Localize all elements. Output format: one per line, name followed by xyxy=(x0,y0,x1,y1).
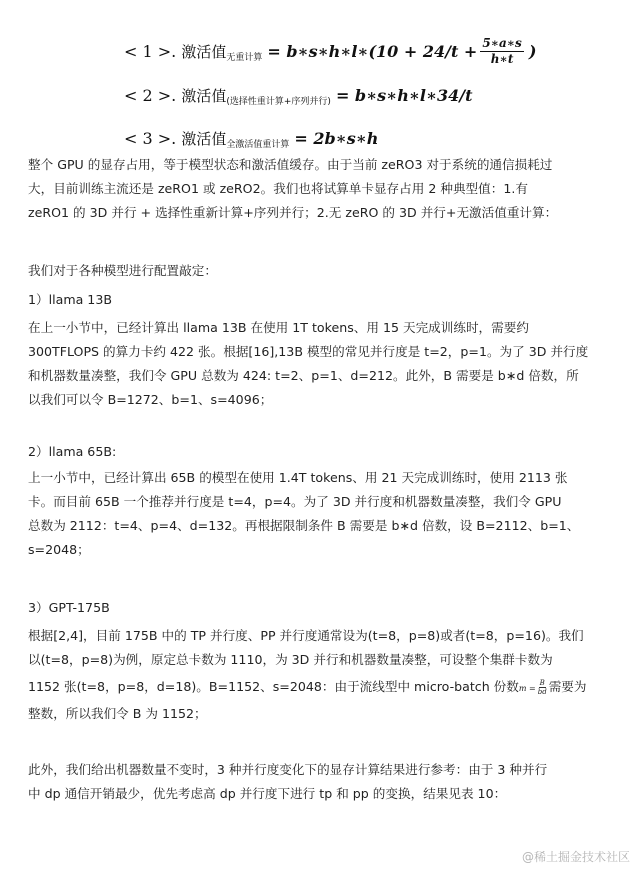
formula-subscript: 全激活值重计算 xyxy=(226,140,290,150)
formula-expression: = b∗s∗h∗l∗34/t xyxy=(335,86,473,105)
formula-1 xyxy=(124,36,536,67)
section-gpt-175b xyxy=(28,596,614,620)
line-text: 需要为 xyxy=(548,679,587,694)
formula-subscript: 无重计算 xyxy=(226,53,263,63)
paragraph-line: 以(t=8，p=8)为例，原定总卡数为 1110，为 3D 并行和机器数量凑整，可设整个集群卡数为 xyxy=(28,652,553,667)
formula-3 xyxy=(124,128,378,149)
paragraph-line: 上一小节中，已经计算出 65B 的模型在使用 1.4T tokens、用 21 天完成训练时，使用 2113 张 xyxy=(28,470,568,485)
section-title: 1）llama 13B xyxy=(28,292,112,307)
formula-expression: = b∗s∗h∗l∗(10 + 24/t + xyxy=(267,42,478,61)
paragraph-line xyxy=(28,672,614,702)
micro-batch-var: m = xyxy=(518,684,536,693)
formula-index: < 3 >. xyxy=(124,129,177,148)
formula-label: 激活值 xyxy=(181,130,227,148)
llama-13b-paragraph xyxy=(28,316,614,412)
formula-expression-end: ) xyxy=(528,42,537,61)
fraction-numerator: 5∗a∗s xyxy=(482,36,522,50)
formula-expression: = 2b∗s∗h xyxy=(294,129,379,148)
config-heading xyxy=(28,259,614,283)
formula-label: 激活值 xyxy=(181,87,227,105)
line-text: 1152 张(t=8，p=8，d=18)。B=1152、s=2048：由于流线型中 micro-batch 份数 xyxy=(28,679,519,694)
watermark: @稀土掘金技术社区 xyxy=(521,850,630,864)
llama-65b-paragraph xyxy=(28,466,614,562)
paragraph-line: 整数，所以我们令 B 为 1152； xyxy=(28,706,207,721)
paragraph-line: 以我们可以令 B=1272、b=1、s=4096； xyxy=(28,392,273,407)
paragraph-line: 卡。而目前 65B 一个推荐并行度是 t=4，p=4。为了 3D 并行度和机器数量凑整，我们令 GPU xyxy=(28,494,562,509)
paragraph-line: 大，目前训练主流还是 zeRO1 或 zeRO2。我们也将试算单卡显存占用 2 种典型值：1.有 xyxy=(28,181,528,196)
section-title: 2）llama 65B: xyxy=(28,444,117,459)
paragraph-line: 此外，我们给出机器数量不变时，3 种并行度变化下的显存计算结果进行参考：由于 3 种并行 xyxy=(28,762,548,777)
section-llama-65b xyxy=(28,440,614,464)
paragraph-line: 和机器数量凑整，我们令 GPU 总数为 424: t=2、p=1、d=212。此外，B 需要是 b∗d 倍数，所 xyxy=(28,368,579,383)
formula-subscript: (选择性重计算+序列并行) xyxy=(226,97,331,107)
section-title: 3）GPT-175B xyxy=(28,600,110,615)
paragraph-line: s=2048； xyxy=(28,542,90,557)
fraction-denominator: h∗t xyxy=(490,52,514,66)
paragraph-line: 在上一小节中，已经计算出 llama 13B 在使用 1T tokens、用 15 天完成训练时，需要约 xyxy=(28,320,529,335)
section-llama-13b xyxy=(28,288,614,312)
paragraph-line: zeRO1 的 3D 并行 + 选择性重新计算+序列并行；2.无 zeRO 的 3D 并行+无激活值重计算： xyxy=(28,205,558,220)
formula-label: 激活值 xyxy=(181,43,227,61)
fraction-numerator: B xyxy=(539,679,545,687)
paragraph-line: 300TFLOPS 的算力卡约 422 张。根据[16],13B 模型的常见并行度是 t=2，p=1。为了 3D 并行度 xyxy=(28,344,589,359)
paragraph-line: 整个 GPU 的显存占用，等于模型状态和激活值缓存。由于当前 zeRO3 对于系统的通信损耗过 xyxy=(28,157,553,172)
intro-paragraph xyxy=(28,153,614,225)
paragraph-line: 中 dp 通信开销最少，优先考虑高 dp 并行度下进行 tp 和 pp 的变换，结果见表 10： xyxy=(28,786,507,801)
paragraph-line: 根据[2,4]，目前 175B 中的 TP 并行度、PP 并行度通常设为(t=8，p=8)或者(t=8，p=16)。我们 xyxy=(28,628,584,643)
formula-index: < 2 >. xyxy=(124,86,177,105)
formula-index: < 1 >. xyxy=(124,42,177,61)
micro-batch-fraction xyxy=(538,679,547,696)
gpt-175b-paragraph xyxy=(28,624,614,726)
closing-paragraph xyxy=(28,758,614,806)
paragraph-line: 总数为 2112：t=4、p=4、d=132。再根据限制条件 B 需要是 b∗d 倍数，设 B=2112、b=1、 xyxy=(28,518,580,533)
formula-fraction xyxy=(480,36,523,67)
paragraph-line: 我们对于各种模型进行配置敲定： xyxy=(28,263,217,278)
formula-2 xyxy=(124,85,473,106)
fraction-denominator: bd xyxy=(537,688,547,696)
